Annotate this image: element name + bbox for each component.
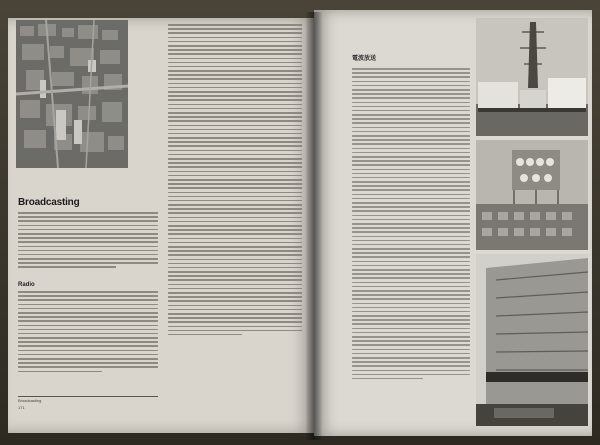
aerial-city-photo — [16, 20, 128, 168]
book-gutter — [306, 12, 322, 440]
right-column-text — [168, 24, 302, 338]
page-footer-label: Broadcasting — [18, 396, 158, 403]
japanese-text-column — [352, 68, 470, 382]
broadcast-tower-photo — [476, 18, 588, 136]
page-number: 171 — [18, 405, 25, 410]
section-heading: Broadcasting — [18, 197, 80, 208]
japanese-section-title: 電波放送 — [352, 55, 377, 62]
rooftop-sign-photo — [476, 140, 588, 250]
subsection-heading: Radio — [18, 282, 35, 288]
left-column-intro-text — [18, 212, 158, 271]
broadcast-building-photo — [476, 254, 588, 426]
left-column-radio-text — [18, 291, 158, 375]
